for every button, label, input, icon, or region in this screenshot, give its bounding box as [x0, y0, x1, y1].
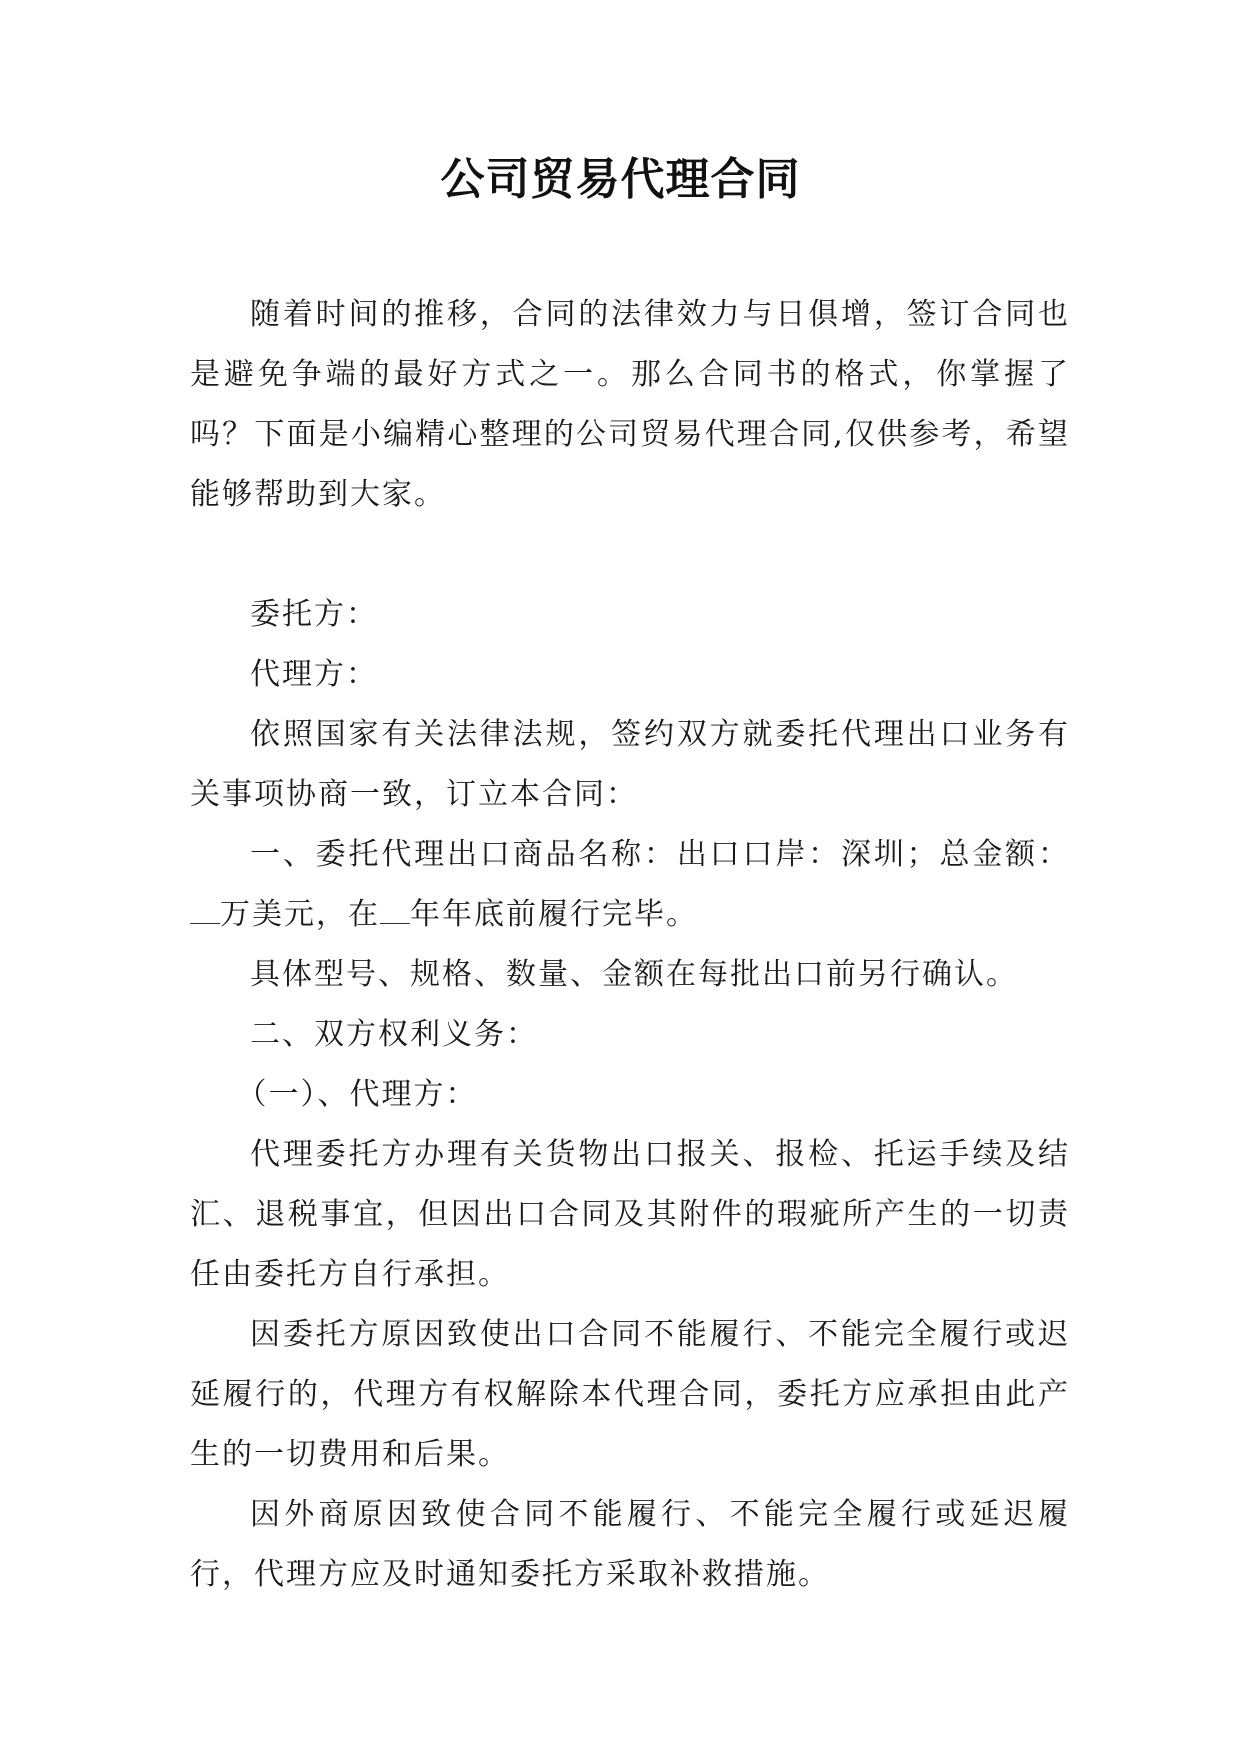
intro-paragraph: 随着时间的推移，合同的法律效力与日俱增，签订合同也是避免争端的最好方式之一。那么合同书的格式，你掌握了吗？下面是小编精心整理的公司贸易代理合同,仅供参考，希望能够帮助到大家。 — [190, 297, 1070, 512]
clause-2-paragraph-1: 代理委托方办理有关货物出口报关、报检、托运手续及结汇、退税事宜，但因出口合同及其附件的瑕疵所产生的一切责任由委托方自行承担。 — [190, 1137, 1070, 1292]
paragraph-gap — [190, 525, 1070, 585]
document-title: 公司贸易代理合同 — [440, 154, 801, 205]
clause-2-paragraph-2: 因委托方原因致使出口合同不能履行、不能完全履行或迟延履行的，代理方有权解除本代理合同，委托方应承担由此产生的一切费用和后果。 — [190, 1317, 1070, 1472]
preamble-paragraph: 依照国家有关法律法规，签约双方就委托代理出口业务有关事项协商一致，订立本合同： — [190, 717, 1070, 812]
principal-label: 委托方： — [250, 597, 378, 632]
clause-1-text-a: 一、委托代理出口商品名称：出口口岸：深圳；总金额： — [250, 837, 1070, 872]
clause-2-paragraph-3: 因外商原因致使合同不能履行、不能完全履行或延迟履行，代理方应及时通知委托方采取补救措施。 — [190, 1497, 1070, 1592]
document-body — [190, 285, 1070, 1605]
year-blank — [380, 899, 410, 924]
agent-label: 代理方： — [250, 657, 378, 692]
clause-1 — [190, 825, 1070, 945]
clause-2-subheading-agent: （一）、代理方： — [236, 1077, 478, 1112]
amount-blank — [190, 899, 220, 924]
clause-2-heading: 二、双方权利义务： — [250, 1017, 538, 1052]
clause-1-text-c: 年年底前履行完毕。 — [410, 897, 698, 932]
clause-1-text-b: 万美元，在 — [220, 897, 380, 932]
clause-1-note: 具体型号、规格、数量、金额在每批出口前另行确认。 — [250, 957, 1018, 992]
